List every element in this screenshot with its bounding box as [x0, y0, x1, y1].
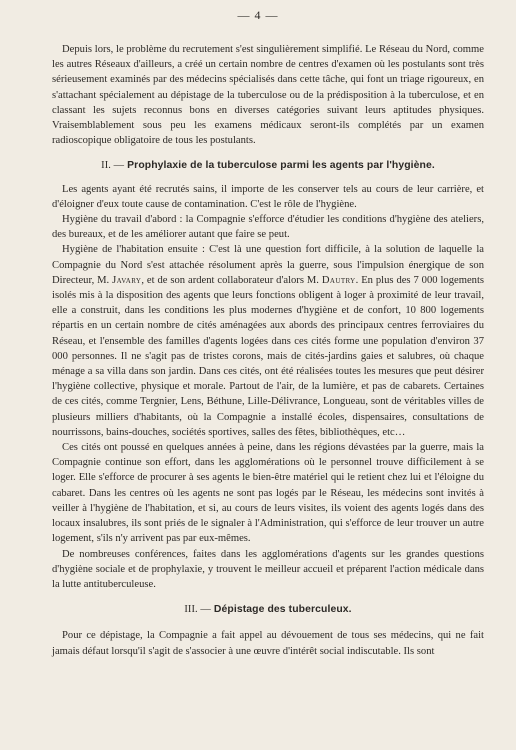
section-title: Prophylaxie de la tuberculose parmi les agents par l'hygiène.: [127, 160, 435, 172]
page-number: — 4 —: [237, 8, 279, 22]
person-name: Javary: [112, 274, 142, 286]
intro-paragraph: Depuis lors, le problème du recrutement s'est singulièrement simplifié. Le Réseau du Nord, comme les autres Réseaux d'ailleurs, a créé un certain nombre de centres d'examen où les postulants sont très sérieusement examinés par des médecins spécialisés dans cette tâche, qui font un triage rigoureux, en s'attachant spécialement au dépistage de la tuberculose ou de la prédisposition à la tuberculose, et en classant les sujets reconnus bons en diverses catégories suivant leurs aptitudes physiques. Vraisemblablement sous peu les examens médicaux seront-ils complétés par un examen radioscopique obligatoire de tous les postulants.: [52, 44, 484, 147]
paragraph-housing: [52, 242, 484, 440]
paragraph-text: . En plus des 7 000 logements isolés mis à la disposition des agents que leurs fonctions obligent à loger à proximité de leur travail, elle a construit, dans les conditions les plus modernes d'hygiène et de confort, 10 800 logements répartis en un certain nombre de cités aménagées aux abords des principaux centres ferroviaires du Réseau, et l'ensemble des familles d'agents logées dans ces cités forme une population d'environ 37 000 personnes. Il ne s'agit pas de tristes corons, mais de cités-jardins gaies et salubres, où chaque ménage a sa villa dans son jardin. Dans ces cités, ont été réalisées toutes les mesures que peut désirer l'hygiène collective, physique et morale. Partout de l'air, de la lumière, et pas de cabarets. Certaines de ces cités, comme Tergnier, Lens, Béthune, Lille-Délivrance, Longueau, sont de véritables villes de plusieurs milliers d'habitants, où la Compagnie a installé écoles, dispensaires, consultations de nourrissons, bains-douches, sociétés sportives, salles des fêtes, bibliothèques, etc…: [52, 274, 485, 438]
paragraph: Hygiène du travail d'abord : la Compagnie s'efforce d'étudier les conditions d'hygiène des ateliers, des bureaux, et de les améliorer autant que faire se peut.: [52, 214, 484, 241]
paragraph: Les agents ayant été recrutés sains, il importe de les conserver tels au cours de leur carrière, et d'éloigner d'eux toute cause de contamination. C'est le rôle de l'hygiène.: [52, 183, 484, 210]
section-heading-2: [52, 158, 484, 173]
paragraph: De nombreuses conférences, faites dans les agglomérations d'agents sur les grandes questions d'hygiène sociale et de prophylaxie, y trouvent le meilleur accueil et préparent l'action médicale dans la lutte antituberculeuse.: [52, 548, 484, 590]
section-numeral: III. —: [184, 604, 211, 616]
paragraph-text: Hygiène de l'habitation ensuite : C'est là une question fort difficile, à la solution de laquelle la Compagnie du Nord s'est attachée résolument après la guerre, sous l'impulsion énergique de son Directeur, M.: [52, 244, 484, 286]
paragraph: Pour ce dépistage, la Compagnie a fait appel au dévouement de tous ses médecins, qui ne fait jamais défaut lorsqu'il s'agit de s'associer à une œuvre d'intérêt social indiscutable. Ils sont: [52, 630, 484, 657]
paragraph: Ces cités ont poussé en quelques années à peine, dans les régions dévastées par la guerre, mais la Compagnie continue son effort, dans les agglomérations où le personnel trouve difficilement à se loger. Elle s'efforce de procurer à ses agents le bien-être matériel qui le retient chez lui et l'éloigne du cabaret. Dans les centres où les agents ne sont pas logés par le Réseau, les médecins sont invités à veiller à l'hygiène de l'habitation, et si, au cours de leurs visites, ils voient des agents logés dans des locaux insalubres, ils sont priés de le signaler à l'Administration, qui s'efforce de leur trouver un autre logement, s'ils n'y arrivent pas par eux-mêmes.: [52, 442, 484, 545]
section-title: Dépistage des tuberculeux.: [213, 604, 352, 616]
body-text: [52, 42, 484, 659]
section-numeral: II. —: [101, 160, 125, 172]
section-heading-3: [52, 602, 484, 617]
person-name: Dautry: [321, 274, 356, 286]
paragraph-text: , et de son ardent collaborateur d'alors M.: [141, 274, 319, 286]
